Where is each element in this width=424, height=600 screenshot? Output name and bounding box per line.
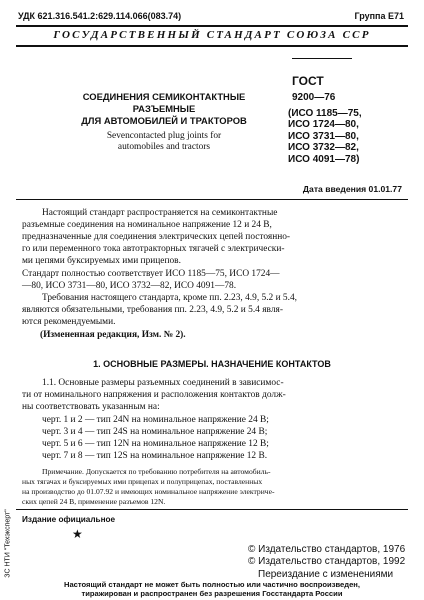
title-en [74, 131, 254, 153]
official-edition: Издание официальное [22, 515, 116, 524]
paragraph-1-line: разъемные соединения на номинальное напряжение 12 и 24 В, [22, 220, 272, 230]
reissue-note: Переиздание с изменениями [258, 569, 394, 580]
intro-rule [16, 199, 408, 200]
reproduction-notice [16, 580, 408, 599]
paragraph-1-line: ми цепями буксируемых ими прицепов. [22, 256, 181, 266]
gost-number: 9200—76 [292, 92, 336, 103]
paragraph-1-line: го или переменного тока автотракторных тягачей с электрически- [22, 244, 285, 254]
title-ru-line: СОЕДИНЕНИЯ СЕМИКОНТАКТНЫЕ [82, 91, 246, 102]
header-rule-bottom [16, 45, 408, 47]
drawing-list-item: черт. 5 и 6 — тип 12N на номинальное напряжение 12 В; [42, 439, 269, 449]
title-ru-line: ДЛЯ АВТОМОБИЛЕЙ И ТРАКТОРОВ [81, 115, 247, 126]
notice-line: Настоящий стандарт не может быть полностью или частично воспроизведен, [63, 580, 361, 589]
iso-line: (ИСО 1185—75, [288, 108, 362, 119]
gost-label: ГОСТ [292, 74, 324, 88]
paragraph-2-line: являются обязательными, требования пп. 2.23, 4.9, 5.2 и 5.4 явля- [22, 305, 283, 315]
note-line: Примечание. Допускается по требованию потребителя на автомобиль- [42, 467, 271, 476]
section-para-line: ти от номинального напряжения и расположения контактов долж- [22, 390, 286, 400]
note-line: на производство до 01.07.92 и имеющих номинальное напряжение электриче- [22, 487, 275, 496]
side-stamp: ЗС НТИ "Техэксперт" [4, 509, 12, 578]
official-rule [16, 509, 408, 510]
title-ru-line: РАЗЪЕМНЫЕ [132, 103, 196, 114]
drawing-list-item: черт. 7 и 8 — тип 12S на номинальное напряжение 12 В. [42, 451, 268, 461]
copyright-line: © Издательство стандартов, 1976 [248, 544, 406, 555]
star-icon: ★ [72, 527, 83, 541]
paragraph-2-line: ются рекомендуемыми. [22, 317, 116, 327]
paragraph-1-line: предназначенные для соединения электрических цепей постоянно- [22, 232, 291, 242]
paragraph-2-line: Стандарт полностью соответствует ИСО 1185—75, ИСО 1724— [22, 269, 280, 279]
note-line: ных тягачах и буксируемых ими прицепах и полуприцепах, поставленных [22, 477, 263, 486]
title-ru [54, 91, 274, 127]
copyright-line: © Издательство стандартов, 1992 [248, 556, 406, 567]
notice-line: тиражирован и распространен без разрешения Госстандарта России [81, 589, 343, 599]
iso-line: ИСО 4091—78) [288, 153, 360, 165]
iso-line: ИСО 1724—80, [288, 119, 359, 131]
section-para-line: ны соответствовать указанным на: [22, 402, 160, 412]
drawing-list-item: черт. 1 и 2 — тип 24N на номинальное напряжение 24 В; [42, 415, 269, 425]
paragraph-2-line: —80, ИСО 3731—80, ИСО 3732—82, ИСО 4091—78. [22, 281, 237, 291]
gost-rule [292, 58, 352, 59]
drawing-list-item: черт. 3 и 4 — тип 24S на номинальное напряжение 24 В; [42, 427, 268, 437]
note-line: ских цепей 24 В, применение разъемов 12N. [22, 497, 166, 506]
iso-references [288, 108, 362, 165]
paragraph-2-line: Требования настоящего стандарта, кроме пп. 2.23, 4.9, 5.2 и 5.4, [42, 293, 297, 303]
header-rule-top [16, 25, 408, 27]
intro-date: Дата введения 01.01.77 [302, 184, 402, 194]
title-en-line: Sevencontacted plug joints for [106, 131, 222, 141]
group-code: Группа Е71 [354, 11, 404, 21]
iso-line: ИСО 3731—80, [288, 130, 359, 142]
copyright-block [248, 544, 405, 568]
section-title: 1. ОСНОВНЫЕ РАЗМЕРЫ. НАЗНАЧЕНИЕ КОНТАКТОВ [93, 359, 331, 369]
title-en-line: automobiles and tractors [117, 142, 211, 152]
section-para-line: 1.1. Основные размеры разъемных соединений в зависимос- [42, 378, 284, 388]
udc-code: УДК 621.316.541.2:629.114.066(083.74) [18, 11, 182, 21]
iso-line: ИСО 3732—82, [288, 142, 359, 154]
state-standard-banner: ГОСУДАРСТВЕННЫЙ СТАНДАРТ СОЮЗА ССР [53, 29, 371, 41]
edition-note: (Измененная редакция, Изм. № 2). [40, 330, 186, 340]
paragraph-1-line: Настоящий стандарт распространяется на семиконтактные [42, 208, 278, 218]
